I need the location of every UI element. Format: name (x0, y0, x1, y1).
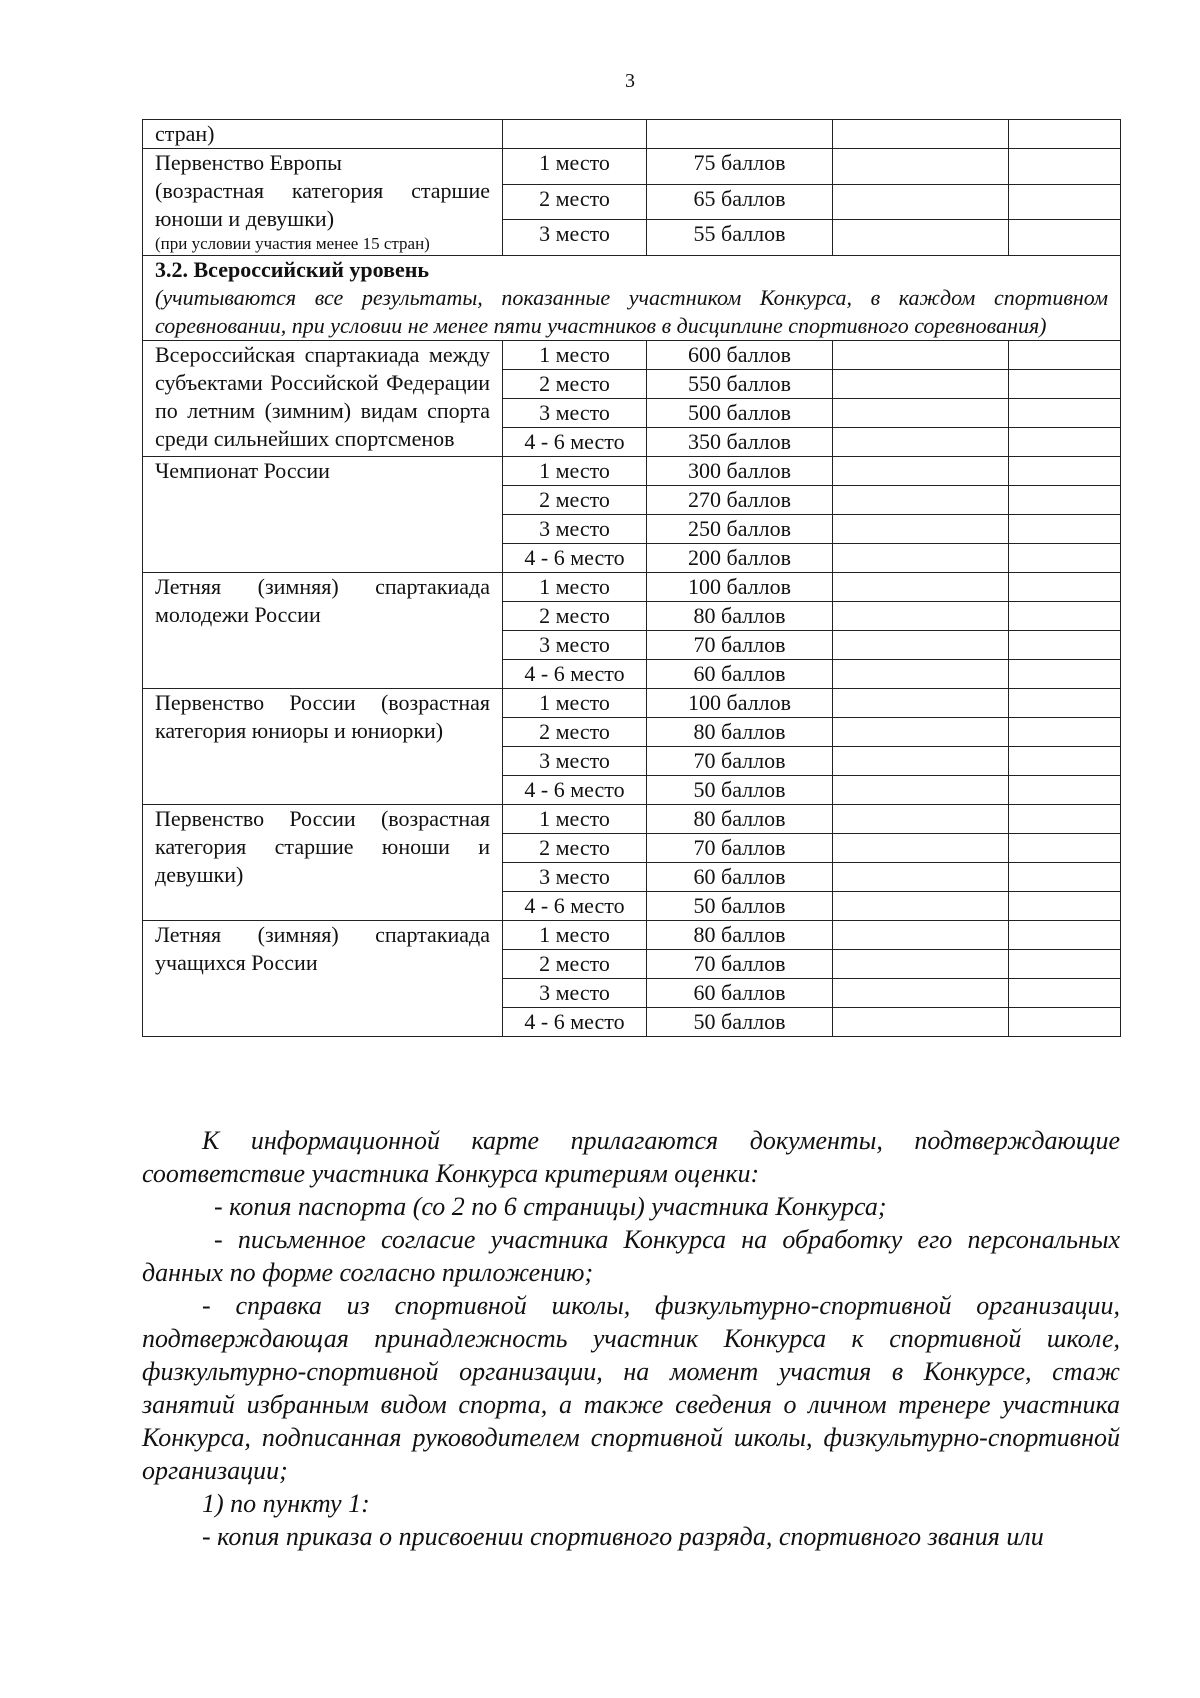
empty-cell (1009, 805, 1121, 834)
empty-cell (833, 1008, 1009, 1037)
section-row (143, 256, 1121, 341)
place-cell: 1 место (503, 341, 647, 370)
points-cell: 70 баллов (647, 631, 833, 660)
place-cell: 4 - 6 место (503, 660, 647, 689)
empty-cell (833, 370, 1009, 399)
empty-cell (833, 863, 1009, 892)
event-name: Первенство России (возрастная категория юниоры и юниорки) (143, 689, 503, 805)
points-cell: 60 баллов (647, 660, 833, 689)
place-cell: 1 место (503, 805, 647, 834)
empty-cell (1009, 718, 1121, 747)
criteria-table (142, 119, 1121, 1037)
table-row (143, 573, 1121, 602)
place-cell: 3 место (503, 631, 647, 660)
empty-cell (833, 631, 1009, 660)
empty-cell (833, 979, 1009, 1008)
points-cell: 80 баллов (647, 805, 833, 834)
place-cell: 3 место (503, 515, 647, 544)
empty-cell (1009, 950, 1121, 979)
empty-cell (1009, 747, 1121, 776)
empty-cell (1009, 220, 1121, 256)
page-number: 3 (625, 70, 635, 92)
place-cell: 2 место (503, 184, 647, 220)
body-text (142, 1124, 1120, 1553)
empty-cell (833, 747, 1009, 776)
place-cell: 2 место (503, 370, 647, 399)
empty-cell (1009, 863, 1121, 892)
empty-cell (833, 515, 1009, 544)
empty-cell (833, 689, 1009, 718)
table-row (143, 457, 1121, 486)
event-name: Всероссийская спартакиада между субъектами Российской Федерации по летним (зимним) видам спорта среди сильнейших спортсменов (143, 341, 503, 457)
empty-cell (1009, 921, 1121, 950)
table-row (143, 805, 1121, 834)
place-cell (503, 120, 647, 149)
place-cell: 3 место (503, 747, 647, 776)
points-cell: 60 баллов (647, 863, 833, 892)
empty-cell (1009, 776, 1121, 805)
empty-cell (833, 457, 1009, 486)
points-cell: 80 баллов (647, 718, 833, 747)
points-cell: 80 баллов (647, 602, 833, 631)
place-cell: 4 - 6 место (503, 776, 647, 805)
section-cell (143, 256, 1121, 341)
points-cell: 100 баллов (647, 689, 833, 718)
empty-cell (833, 602, 1009, 631)
place-cell: 4 - 6 место (503, 428, 647, 457)
empty-cell (833, 341, 1009, 370)
table-row (143, 921, 1121, 950)
points-cell: 55 баллов (647, 220, 833, 256)
points-cell: 60 баллов (647, 979, 833, 1008)
place-cell: 3 место (503, 863, 647, 892)
points-cell: 80 баллов (647, 921, 833, 950)
points-cell: 50 баллов (647, 776, 833, 805)
event-name-line: юноши и девушки) (155, 206, 335, 231)
event-name-europe (143, 149, 503, 256)
event-name-line: (возрастная категория старшие (155, 178, 490, 203)
place-cell: 4 - 6 место (503, 544, 647, 573)
place-cell: 4 - 6 место (503, 1008, 647, 1037)
points-cell: 50 баллов (647, 1008, 833, 1037)
points-cell: 550 баллов (647, 370, 833, 399)
empty-cell (833, 805, 1009, 834)
paragraph: - письменное согласие участника Конкурса на обработку его персональных данных по форме согласно приложению; (142, 1225, 1120, 1287)
section-title: 3.2. Всероссийский уровень (155, 257, 430, 282)
points-cell: 50 баллов (647, 892, 833, 921)
empty-cell (1009, 544, 1121, 573)
event-name: Чемпионат России (143, 457, 503, 573)
points-cell: 270 баллов (647, 486, 833, 515)
table-row (143, 689, 1121, 718)
empty-cell (833, 573, 1009, 602)
empty-cell (1009, 979, 1121, 1008)
place-cell: 2 место (503, 950, 647, 979)
place-cell: 2 место (503, 718, 647, 747)
points-cell: 100 баллов (647, 573, 833, 602)
table-row (143, 341, 1121, 370)
empty-cell (833, 120, 1009, 149)
empty-cell (833, 834, 1009, 863)
place-cell: 1 место (503, 921, 647, 950)
place-cell: 3 место (503, 399, 647, 428)
points-cell: 65 баллов (647, 184, 833, 220)
empty-cell (1009, 428, 1121, 457)
empty-cell (833, 399, 1009, 428)
empty-cell (833, 149, 1009, 185)
place-cell: 4 - 6 место (503, 892, 647, 921)
paragraph: 1) по пункту 1: (202, 1489, 370, 1518)
empty-cell (1009, 120, 1121, 149)
empty-cell (1009, 184, 1121, 220)
paragraph: - справка из спортивной школы, физкультурно-спортивной организации, подтверждающая принадлежность участник Конкурса к спортивной школе, физкультурно-спортивной организации, на момент участия в Конкурсе, стаж занятий избранным видом спорта, а также сведения о личном тренере участника Конкурса, подписанная руководителем спортивной школы, физкультурно-спортивной организации; (142, 1291, 1120, 1485)
place-cell: 1 место (503, 149, 647, 185)
points-cell: 70 баллов (647, 834, 833, 863)
empty-cell (833, 718, 1009, 747)
table-row (143, 149, 1121, 185)
section-note: (учитываются все результаты, показанные участником Конкурса, в каждом спортивном соревновании, при условии не менее пяти участников в дисциплине спортивного соревнования) (155, 285, 1108, 338)
paragraph: К информационной карте прилагаются документы, подтверждающие соответствие участника Конкурса критериям оценки: (142, 1126, 1120, 1188)
empty-cell (1009, 689, 1121, 718)
empty-cell (833, 184, 1009, 220)
empty-cell (833, 544, 1009, 573)
empty-cell (1009, 515, 1121, 544)
empty-cell (1009, 399, 1121, 428)
event-name: Первенство России (возрастная категория старшие юноши и девушки) (143, 805, 503, 921)
empty-cell (1009, 573, 1121, 602)
empty-cell (1009, 602, 1121, 631)
empty-cell (1009, 370, 1121, 399)
points-cell: 200 баллов (647, 544, 833, 573)
points-cell: 70 баллов (647, 747, 833, 776)
place-cell: 3 место (503, 979, 647, 1008)
empty-cell (1009, 631, 1121, 660)
points-cell (647, 120, 833, 149)
place-cell: 1 место (503, 457, 647, 486)
event-name: стран) (143, 120, 503, 149)
empty-cell (1009, 660, 1121, 689)
empty-cell (833, 892, 1009, 921)
paragraph: - копия паспорта (со 2 по 6 страницы) участника Конкурса; (214, 1192, 887, 1221)
points-cell: 70 баллов (647, 950, 833, 979)
place-cell: 2 место (503, 602, 647, 631)
event-name-line: Первенство Европы (155, 150, 342, 175)
place-cell: 3 место (503, 220, 647, 256)
empty-cell (1009, 486, 1121, 515)
empty-cell (833, 220, 1009, 256)
points-cell: 600 баллов (647, 341, 833, 370)
empty-cell (1009, 341, 1121, 370)
empty-cell (833, 950, 1009, 979)
empty-cell (833, 428, 1009, 457)
points-cell: 250 баллов (647, 515, 833, 544)
table-row (143, 120, 1121, 149)
empty-cell (1009, 1008, 1121, 1037)
event-name: Летняя (зимняя) спартакиада молодежи России (143, 573, 503, 689)
event-name-note: (при условии участия менее 15 стран) (155, 234, 430, 253)
place-cell: 2 место (503, 486, 647, 515)
empty-cell (1009, 149, 1121, 185)
points-cell: 75 баллов (647, 149, 833, 185)
empty-cell (1009, 892, 1121, 921)
points-cell: 350 баллов (647, 428, 833, 457)
points-cell: 300 баллов (647, 457, 833, 486)
place-cell: 2 место (503, 834, 647, 863)
empty-cell (833, 776, 1009, 805)
place-cell: 1 место (503, 573, 647, 602)
empty-cell (1009, 834, 1121, 863)
place-cell: 1 место (503, 689, 647, 718)
empty-cell (1009, 457, 1121, 486)
empty-cell (833, 486, 1009, 515)
points-cell: 500 баллов (647, 399, 833, 428)
empty-cell (833, 921, 1009, 950)
event-name: Летняя (зимняя) спартакиада учащихся России (143, 921, 503, 1037)
empty-cell (833, 660, 1009, 689)
paragraph: - копия приказа о присвоении спортивного разряда, спортивного звания или (202, 1522, 1044, 1551)
